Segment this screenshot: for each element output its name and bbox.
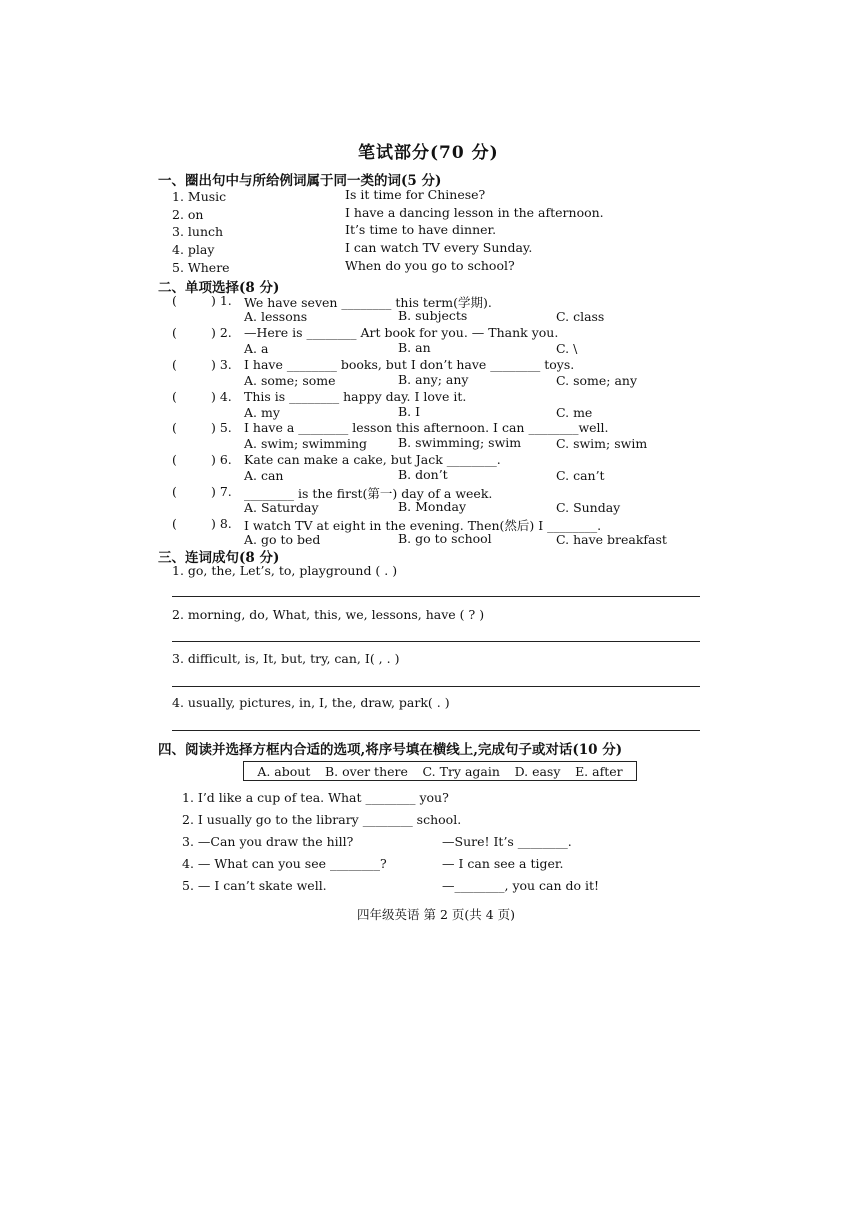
question-text: We have seven ________ this term(学期).	[244, 295, 492, 310]
option-c: C. have breakfast	[556, 532, 667, 547]
answer-paren-open: (	[172, 516, 177, 531]
question-number: ) 8.	[211, 516, 232, 531]
option-b: B. Monday	[398, 499, 467, 514]
question-number: ) 6.	[211, 452, 232, 467]
s1-example-word: 1. Music	[172, 189, 227, 204]
fill-sentence: 5. — I can’t skate well.	[182, 878, 327, 893]
answer-paren-open: (	[172, 389, 177, 404]
option-a: A. my	[244, 405, 280, 420]
fill-response: —Sure! It’s ________.	[442, 834, 572, 849]
section4-heading: 四、阅读并选择方框内合适的选项,将序号填在横线上,完成句子或对话(10 分)	[158, 742, 623, 758]
option-c: C. class	[556, 309, 605, 324]
answer-paren-open: (	[172, 357, 177, 372]
question-text: ________ is the first(第一) day of a week.	[244, 486, 493, 501]
fill-sentence: 2. I usually go to the library ________ school.	[182, 812, 462, 827]
question-number: ) 3.	[211, 357, 232, 372]
s1-example-word: 4. play	[172, 242, 215, 257]
fill-sentence: 1. I’d like a cup of tea. What ________ you?	[182, 790, 449, 805]
answer-paren-open: (	[172, 420, 177, 435]
option-a: A. go to bed	[244, 532, 321, 547]
question-number: ) 4.	[211, 389, 232, 404]
s1-example-word: 2. on	[172, 207, 204, 222]
option-a: A. swim; swimming	[244, 436, 367, 451]
question-number: ) 1.	[211, 293, 232, 308]
question-number: ) 7.	[211, 484, 232, 499]
option-a: A. can	[244, 468, 284, 483]
option-a: A. a	[244, 341, 269, 356]
option-b: B. swimming; swim	[398, 435, 522, 450]
option-a: A. lessons	[244, 309, 308, 324]
section2-heading: 二、单项选择(8 分)	[158, 280, 280, 296]
scrambled-words: 3. difficult, is, It, but, try, can, I( , . )	[172, 651, 400, 666]
option-item: B. over there	[324, 763, 408, 779]
option-item: C. Try again	[422, 763, 500, 779]
page-title: 笔试部分(70 分)	[358, 143, 499, 163]
question-text: I watch TV at eight in the evening. Then(然后) I ________.	[244, 518, 602, 533]
option-item: D. easy	[514, 763, 561, 779]
option-a: A. Saturday	[244, 500, 319, 515]
answer-line[interactable]	[172, 596, 700, 597]
option-b: B. don’t	[398, 467, 448, 482]
options-box	[243, 761, 637, 781]
fill-sentence: 4. — What can you see ________?	[182, 856, 387, 871]
option-c: C. some; any	[556, 373, 638, 388]
s1-sentence: Is it time for Chinese?	[345, 187, 486, 202]
answer-paren-open: (	[172, 293, 177, 308]
option-item: A. about	[257, 763, 311, 779]
answer-line[interactable]	[172, 686, 700, 687]
scrambled-words: 4. usually, pictures, in, I, the, draw, park( . )	[172, 695, 450, 710]
question-text: I have a ________ lesson this afternoon. I can ________well.	[244, 420, 609, 435]
option-b: B. an	[398, 340, 431, 355]
fill-sentence: 3. —Can you draw the hill?	[182, 834, 354, 849]
answer-paren-open: (	[172, 325, 177, 340]
section1-heading: 一、圈出句中与所给例词属于同一类的词(5 分)	[158, 173, 442, 189]
question-text: I have ________ books, but I don’t have ________ toys.	[244, 357, 575, 372]
s1-sentence: It’s time to have dinner.	[345, 222, 497, 237]
answer-paren-open: (	[172, 452, 177, 467]
answer-line[interactable]	[172, 641, 700, 642]
option-b: B. subjects	[398, 308, 468, 323]
option-c: C. swim; swim	[556, 436, 648, 451]
scrambled-words: 2. morning, do, What, this, we, lessons, have ( ? )	[172, 607, 485, 622]
option-c: C. Sunday	[556, 500, 621, 515]
answer-paren-open: (	[172, 484, 177, 499]
option-b: B. I	[398, 404, 421, 419]
scrambled-words: 1. go, the, Let’s, to, playground ( . )	[172, 563, 398, 578]
option-c: C. can’t	[556, 468, 605, 483]
page-footer: 四年级英语 第 2 页(共 4 页)	[357, 907, 516, 922]
option-item: E. after	[575, 763, 623, 779]
option-a: A. some; some	[244, 373, 336, 388]
s1-sentence: I can watch TV every Sunday.	[345, 240, 533, 255]
question-text: This is ________ happy day. I love it.	[244, 389, 467, 404]
option-c: C. \	[556, 341, 578, 356]
question-number: ) 5.	[211, 420, 232, 435]
fill-response: —________, you can do it!	[442, 878, 600, 893]
question-text: Kate can make a cake, but Jack ________.	[244, 452, 501, 467]
s1-example-word: 3. lunch	[172, 224, 224, 239]
s1-sentence: I have a dancing lesson in the afternoon.	[345, 205, 604, 220]
question-text: —Here is ________ Art book for you. — Thank you.	[244, 325, 559, 340]
option-b: B. any; any	[398, 372, 469, 387]
question-number: ) 2.	[211, 325, 232, 340]
s1-sentence: When do you go to school?	[345, 258, 515, 273]
option-c: C. me	[556, 405, 593, 420]
fill-response: — I can see a tiger.	[442, 856, 564, 871]
s1-example-word: 5. Where	[172, 260, 230, 275]
option-b: B. go to school	[398, 531, 492, 546]
section3-heading: 三、连词成句(8 分)	[158, 550, 280, 566]
answer-line[interactable]	[172, 730, 700, 731]
